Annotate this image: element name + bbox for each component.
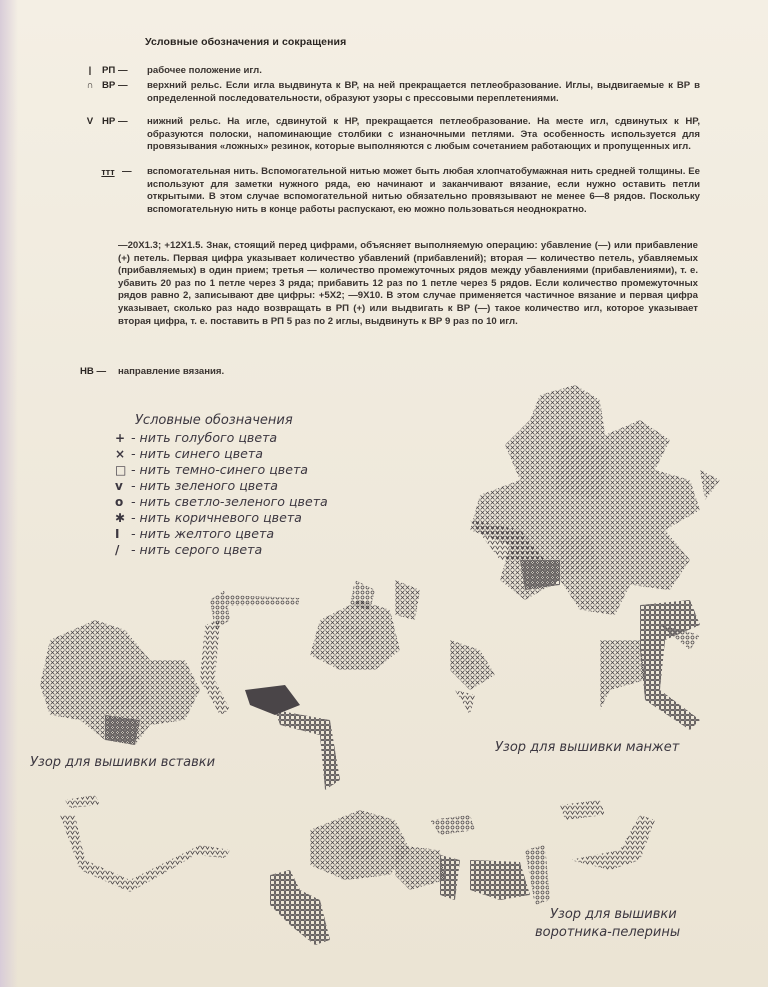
abbr-key: НВ — <box>80 366 107 377</box>
legend-label: - нить зеленого цвета <box>131 478 279 493</box>
abbr-text: нижний рельс. На игле, сдвинутой к НР, прекращается петлеобразование. На месте игл, сдвинутых к НР, образуются полоски, напоминающие столбики с изнаночными петлями. Эта особенность используется для провязывания «ложных» резинок, которые выполняются с любым сочетанием работающих и пропущенных игл. <box>147 116 700 153</box>
collar-caption-line2: воротника-пелерины <box>535 925 681 940</box>
legend-label: - нить темно-синего цвета <box>131 462 309 477</box>
legend-label: - нить желтого цвета <box>131 526 275 541</box>
rp-symbol-icon: | <box>88 65 92 76</box>
circle-icon: o <box>115 495 124 509</box>
square-icon: □ <box>115 463 127 477</box>
abbr-key: ВР — <box>102 80 128 91</box>
abbr-key: НР — <box>102 116 128 127</box>
abbr-text: направление вязания. <box>118 366 225 377</box>
vr-symbol-icon: ∩ <box>86 80 94 91</box>
abbr-key: РП — <box>102 65 128 76</box>
increase-decrease-note: —20X1.3; +12X1.5. Знак, стоящий перед цифрами, объясняет выполняемую операцию: убавление (—) или прибавление (+) петель. Первая цифра указывает количество убавлений (прибавлений); вторая — количество петель, убавляемых (прибавляемых) в один прием; третья — количество промежуточных рядов между убавлениями (прибавлениями), т. е. убавить 20 раз по 1 петле через 3 ряда; прибавить 12 раз по 1 петле через 5 рядов. Если количество промежуточных рядов равно 2, записывают две цифры: +5X2; —9X10. В этом случае применяется частичное вязание и первая цифра указывает, сколько раз надо возвращать в РП (+) или выдвигать к ВР (—) такое количество игл, которое указывает вторая цифра, т. е. поставить в РП 5 раз по 2 иглы, выдвинуть к ВР 9 раз по 10 игл. <box>118 240 698 327</box>
page-heading: Условные обозначения и сокращения <box>145 36 347 48</box>
cuffs-caption: Узор для вышивки манжет <box>495 740 680 755</box>
aux-thread-icon: ттт <box>101 167 115 177</box>
abbr-text: верхний рельс. Если игла выдвинута к ВР, на ней прекращается петлеобразование. Иглы, выдвигаемые к ВР в определенной последовательности, образуют узоры с прессовыми переплетениями. <box>147 80 700 104</box>
legend-title: Условные обозначения <box>135 413 293 428</box>
abbr-text: рабочее положение игл. <box>147 65 262 76</box>
legend-label: - нить серого цвета <box>131 542 263 557</box>
legend-label: - нить синего цвета <box>131 446 263 461</box>
plus-icon: + <box>115 431 126 445</box>
abbr-key: — <box>122 166 132 177</box>
nr-symbol-icon: V <box>86 116 94 127</box>
cuffs-flower-pattern <box>470 385 720 730</box>
cross-icon: × <box>115 447 126 461</box>
legend-label: - нить коричневого цвета <box>131 510 302 525</box>
v-mark-icon: v <box>115 479 123 493</box>
slash-icon: / <box>115 543 120 557</box>
collar-pattern <box>60 795 655 945</box>
collar-caption-line1: Узор для вышивки <box>550 907 677 922</box>
legend-label: - нить голубого цвета <box>131 430 278 445</box>
abbr-text: вспомогательная нить. Вспомогательной нитью может быть любая хлопчатобумажная нить средней толщины. Ее используют для заметки нужного ряда, ею начинают и заканчивают вязание, если нужно оставить петли открытыми. В этом случае вспомогательной нитью обязательно провязывают не менее 6—8 рядов. Поскольку вспомогательную нить в конце работы распускают, ею можно пользоваться неоднократно. <box>147 166 700 215</box>
insert-caption: Узор для вышивки вставки <box>30 755 216 770</box>
legend-label: - нить светло-зеленого цвета <box>131 494 328 509</box>
bar-icon: I <box>115 527 120 541</box>
asterisk-icon: ✱ <box>115 511 126 525</box>
